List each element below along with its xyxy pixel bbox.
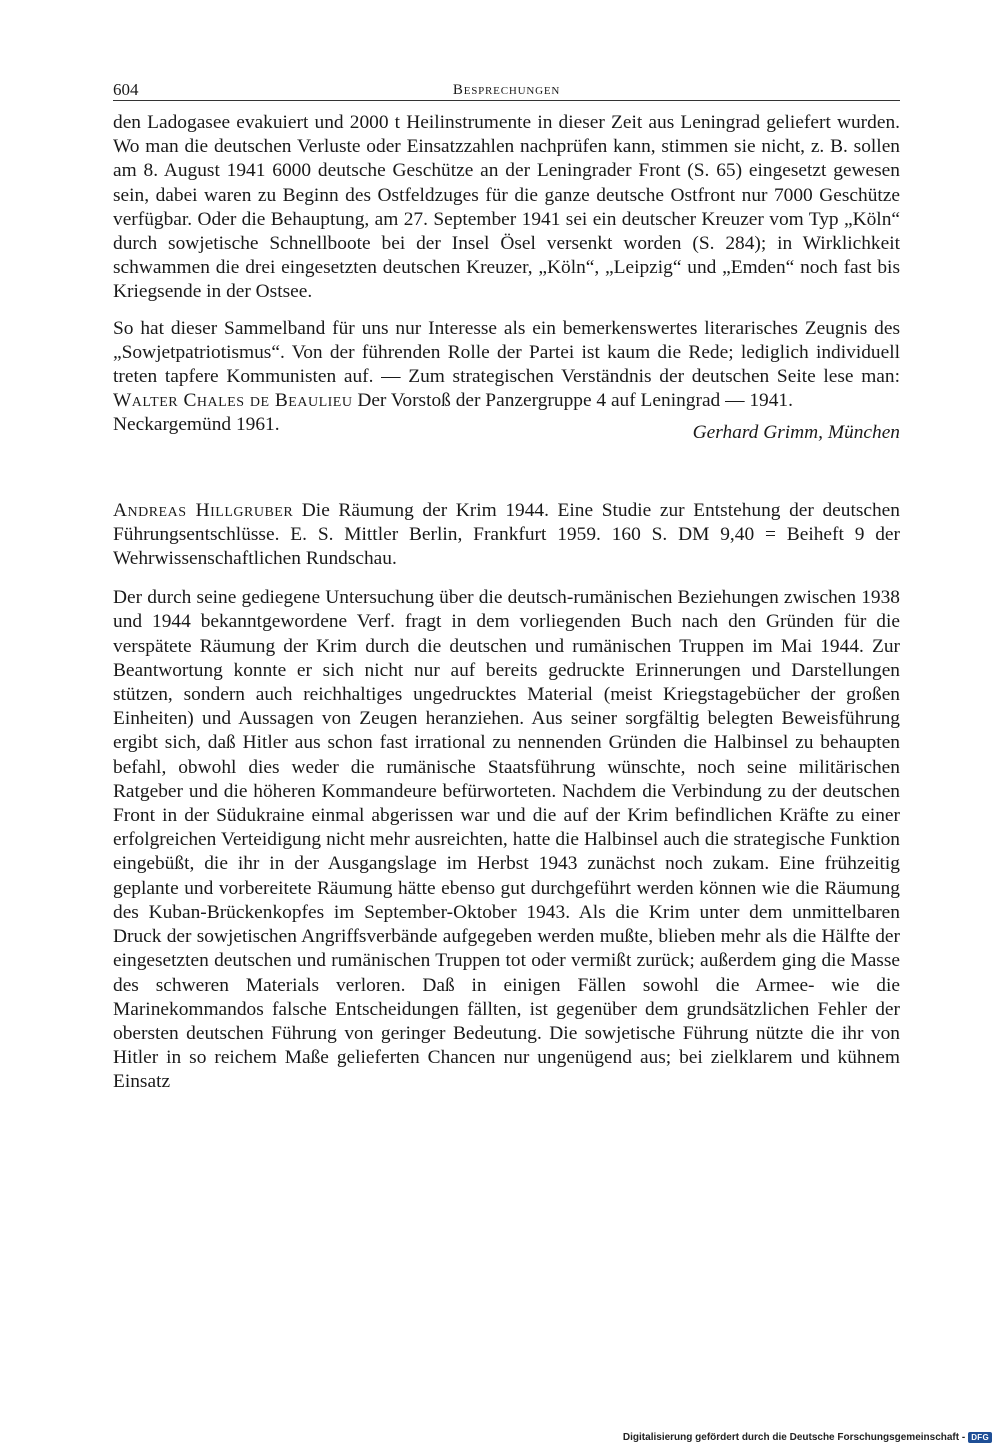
cited-author: Walter Chales de Beaulieu bbox=[113, 390, 353, 412]
review1-paragraph-1: den Ladogasee evakuiert und 2000 t Heilinstrumente in dieser Zeit aus Leningrad geliefert wurden. Wo man die deutschen Verluste oder Einsatzzahlen nachprüfen kann, stimmen sie nicht, z. B. sollen am 8. August 1941 6000 deutsche Geschütze an der Leningrader Front (S. 65) eingesetzt gewesen sein, dabei waren zu Beginn des Ostfeldzuges für die ganze deutsche Ostfront nur 7000 Geschütze verfügbar. Oder die Behauptung, am 27. September 1941 sei ein deutscher Kreuzer vom Typ „Köln“ durch sowjetische Schnellboote bei der Insel Ösel versenkt worden (S. 284); in Wirklichkeit schwammen die drei eingesetzten deutschen Kreuzer, „Köln“, „Leipzig“ und „Emden“ noch fast bis Kriegsende in der Ostsee. bbox=[113, 112, 900, 303]
review1-paragraph-2 bbox=[113, 317, 900, 414]
cited-title: Der Vorstoß der Panzergruppe 4 auf Leningrad — 1941. bbox=[357, 390, 793, 412]
digitization-footer bbox=[623, 1432, 992, 1443]
cited-place: Neckargemünd 1961. bbox=[113, 414, 280, 436]
footer-text: Digitalisierung gefördert durch die Deutsche Forschungsgemeinschaft - bbox=[622, 1432, 966, 1443]
review2-author: Andreas Hillgruber bbox=[113, 499, 294, 521]
review1-paragraph-2-text: So hat dieser Sammelband für uns nur Interesse als ein bemerkenswertes literarisches Zeugnis des „Sowjetpatriotismus“. Von der führenden Rolle der Partei ist kaum die Rede; lediglich individuell treten tapfere Kommunisten auf. — Zum strategischen Verständnis der deutschen Seite lese man: bbox=[113, 317, 900, 388]
page-header bbox=[113, 78, 900, 101]
page bbox=[113, 78, 900, 1095]
reviewer-signature: Gerhard Grimm, München bbox=[692, 422, 900, 444]
review2-body: Der durch seine gediegene Untersuchung über die deutsch-rumänischen Beziehungen zwischen 1938 und 1944 bekanntgewordene Verf. fragt in dem vorliegenden Buch nach den Gründen für die verspätete Räumung der Krim durch die deutschen und rumänischen Truppen im Mai 1944. Zur Beantwortung konnte er sich nicht nur auf bereits gedruckte Erinnerungen und Darstellungen stützen, sondern auch reichhaltiges ungedrucktes Material (meist Kriegstagebücher der großen Einheiten) und Aussagen von Zeugen heranziehen. Aus seiner sorgfältig belegten Beweisführung ergibt sich, daß Hitler aus schon fast irrational zu nennenden Gründen die Halbinsel zu behaupten befahl, obwohl dies weder die rumänische Staatsführung wünschte, noch seine militärischen Ratgeber und die höheren Kommandeure befürworteten. Nachdem die Verbindung zu der deutschen Front in der Südukraine einmal abgerissen war und die auf der Krim befindlichen Kräfte zu einer erfolgreichen Verteidigung nicht mehr ausreichten, hatte die Halbinsel auch die strategische Funktion eingebüßt, die ihr in der Ausgangslage im Herbst 1943 zunächst noch zukam. Eine frühzeitig geplante und vorbereitete Räumung hätte ebenso gut durchgeführt werden können wie die Räumung des Kuban-Brückenkopfes im September-Oktober 1943. Als die Krim unter dem unmittelbaren Druck der sowjetischen Angriffsverbände aufgegeben werden mußte, blieben mehr als die Hälfte der eingesetzten deutschen und rumänischen Truppen tot oder vermißt zurück; außerdem ging die Masse des schweren Materials verloren. Daß in einigen Fällen sowohl die Armee- wie die Marinekommandos falsche Entscheidungen fällten, ist gegenüber dem grundsätzlichen Fehler der obersten deutschen Führung von geringer Bedeutung. Die sowjetische Führung nützte die ihr von Hitler in so reichem Maße gelieferten Chancen nur ungenügend aus; bei zielklarem und kühnem Einsatz bbox=[113, 587, 900, 1093]
dfg-logo: DFG bbox=[968, 1432, 992, 1443]
page-number: 604 bbox=[113, 80, 139, 99]
review2-book-details: Die Räumung der Krim 1944. Eine Studie zur Entstehung der deutschen Führungsentschlüsse. E. S. Mittler Berlin, Frankfurt 1959. 160 S. DM 9,40 = Beiheft 9 der Wehrwissenschaftlichen Rundschau. bbox=[113, 499, 900, 570]
running-head: Besprechungen bbox=[452, 82, 561, 98]
review1-closing bbox=[113, 413, 900, 445]
review2-citation bbox=[113, 499, 900, 572]
